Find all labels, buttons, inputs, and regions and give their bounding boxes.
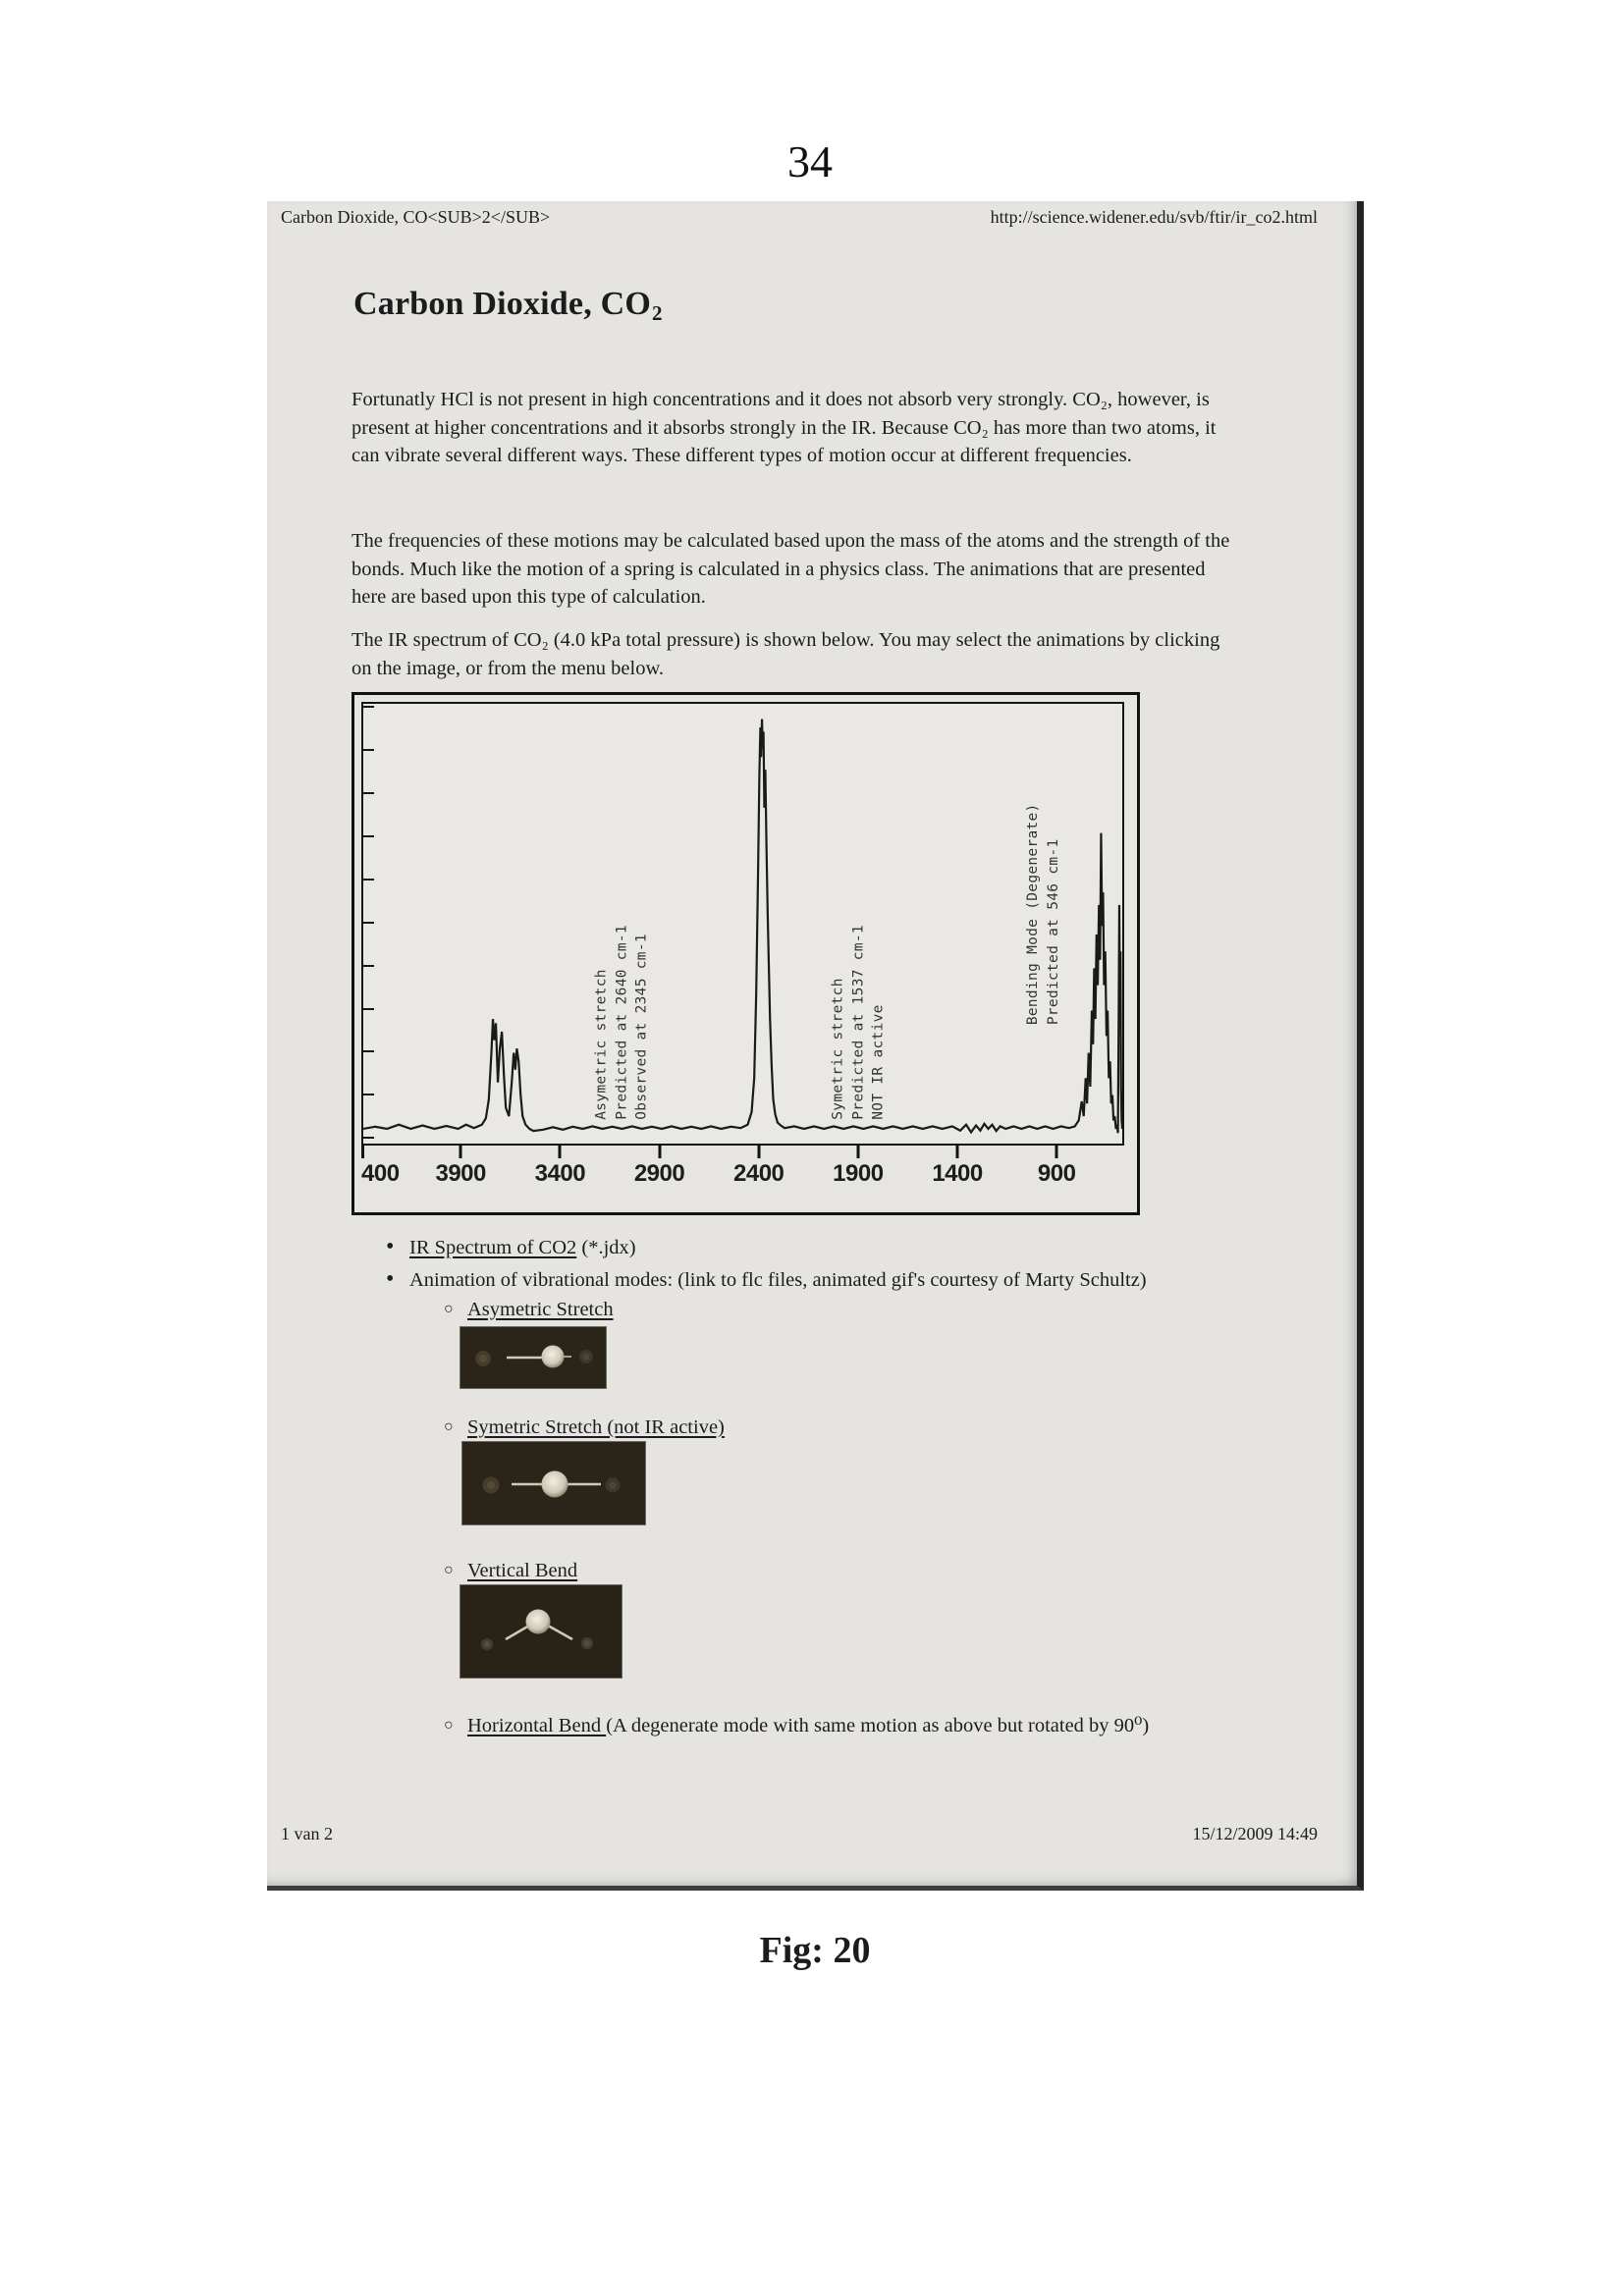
- y-tick-mark: [363, 1008, 374, 1010]
- print-header-url: http://science.widener.edu/svb/ftir/ir_co2.html: [990, 207, 1318, 227]
- spectrum-plot: [361, 702, 1124, 1146]
- symmetric-stretch-animation-frame: [462, 1442, 645, 1524]
- ir-spectrum-image[interactable]: [352, 692, 1140, 1215]
- y-tick-mark: [363, 1137, 374, 1139]
- ir-spectrum-link[interactable]: IR Spectrum of CO2: [409, 1237, 577, 1258]
- list-item-vertical-bend: [444, 1560, 577, 1582]
- x-tick-mark: [1055, 1146, 1058, 1158]
- vertical-bend-animation-frame: [460, 1585, 622, 1678]
- article-title-text: Carbon Dioxide, CO: [353, 286, 652, 322]
- spectrum-annotation: Symetric stretch Predicted at 1537 cm-1 NOT IR active: [830, 924, 887, 1120]
- spectrum-annotation: Asymetric stretch Predicted at 2640 cm-1 Observed at 2345 cm-1: [593, 924, 650, 1120]
- y-tick-mark: [363, 1094, 374, 1095]
- bullet-disc-icon: [386, 1266, 409, 1293]
- x-tick-label: 900: [1037, 1160, 1076, 1187]
- y-tick-mark: [363, 1050, 374, 1052]
- print-header-doc-title: Carbon Dioxide, CO<SUB>2</SUB>: [281, 207, 551, 227]
- y-tick-mark: [363, 879, 374, 881]
- x-tick-mark: [460, 1146, 462, 1158]
- list-item-asymmetric-stretch: [444, 1299, 614, 1321]
- animations-list-label: Animation of vibrational modes: (link to flc files, animated gif's courtesy of Marty Schultz): [409, 1269, 1147, 1291]
- paragraph-2: The frequencies of these motions may be calculated based upon the mass of the atoms and the strength of the bonds. Much like the motion of a spring is calculated in a physics class. The animations that are presented here are based upon this type of calculation.: [352, 530, 1230, 608]
- spectrum-svg: [363, 704, 1122, 1144]
- print-footer-page-count: 1 van 2: [281, 1824, 333, 1843]
- asymmetric-stretch-animation-frame: [460, 1327, 606, 1388]
- article-title: [353, 286, 663, 326]
- bullet-circle-icon: [444, 1299, 467, 1321]
- article-title-subscript: 2: [652, 300, 663, 325]
- horizontal-bend-link[interactable]: Horizontal Bend: [467, 1715, 607, 1736]
- symmetric-stretch-link[interactable]: Symetric Stretch (not IR active): [467, 1416, 725, 1438]
- y-tick-mark: [363, 792, 374, 794]
- vertical-bend-link[interactable]: Vertical Bend: [467, 1560, 578, 1581]
- y-tick-mark: [363, 835, 374, 837]
- x-tick-mark: [559, 1146, 562, 1158]
- y-tick-mark: [363, 922, 374, 924]
- x-tick-label: 2900: [633, 1160, 685, 1187]
- bullet-circle-icon: [444, 1560, 467, 1582]
- x-tick-label: 1900: [833, 1160, 884, 1187]
- figure-caption: Fig: 20: [759, 1930, 871, 1971]
- x-tick-label: 400: [361, 1160, 400, 1187]
- x-tick-label: 1400: [932, 1160, 983, 1187]
- horizontal-bend-suffix: (A degenerate mode with same motion as above but rotated by 90⁰): [606, 1715, 1150, 1736]
- scanned-webpage-printout: [267, 201, 1364, 1891]
- x-tick-mark: [757, 1146, 760, 1158]
- x-tick-label: 3900: [435, 1160, 486, 1187]
- bullet-circle-icon: [444, 1715, 467, 1737]
- x-tick-mark: [856, 1146, 859, 1158]
- ir-spectrum-suffix: (*.jdx): [576, 1237, 636, 1258]
- x-tick-mark: [658, 1146, 661, 1158]
- bullet-disc-icon: [386, 1234, 409, 1260]
- asymmetric-stretch-thumbnail[interactable]: [460, 1326, 607, 1389]
- list-item-horizontal-bend: [444, 1713, 1149, 1737]
- bullet-circle-icon: [444, 1416, 467, 1439]
- symmetric-stretch-thumbnail[interactable]: [461, 1441, 646, 1525]
- page-number: 34: [787, 136, 833, 187]
- list-item-ir-spectrum: [386, 1234, 636, 1260]
- paragraph-3: The IR spectrum of CO₂ (4.0 kPa total pressure) is shown below. You may select the animations by clicking on the image, or from the menu below.: [352, 629, 1220, 679]
- print-footer-timestamp: 15/12/2009 14:49: [1192, 1824, 1318, 1843]
- paragraph-1: Fortunatly HCl is not present in high concentrations and it does not absorb very strongly. CO₂, however, is present at higher concentrations and it absorbs strongly in the IR. Because CO₂ has more than two atoms, it can vibrate several different ways. These different types of motion occur at different frequencies.: [352, 389, 1217, 466]
- x-tick-label: 2400: [732, 1160, 784, 1187]
- spectrum-annotation: Bending Mode (Degenerate) Predicted at 546 cm-1: [1024, 803, 1061, 1026]
- x-axis: [361, 1146, 1124, 1206]
- list-item-animations: [386, 1266, 1147, 1293]
- x-tick-mark: [956, 1146, 959, 1158]
- asymmetric-stretch-link[interactable]: Asymetric Stretch: [467, 1299, 614, 1320]
- vertical-bend-thumbnail[interactable]: [460, 1584, 622, 1679]
- x-tick-mark: [361, 1146, 364, 1158]
- y-tick-mark: [363, 706, 374, 708]
- x-tick-label: 3400: [534, 1160, 586, 1187]
- list-item-symmetric-stretch: [444, 1416, 725, 1439]
- y-tick-mark: [363, 965, 374, 967]
- y-tick-mark: [363, 749, 374, 751]
